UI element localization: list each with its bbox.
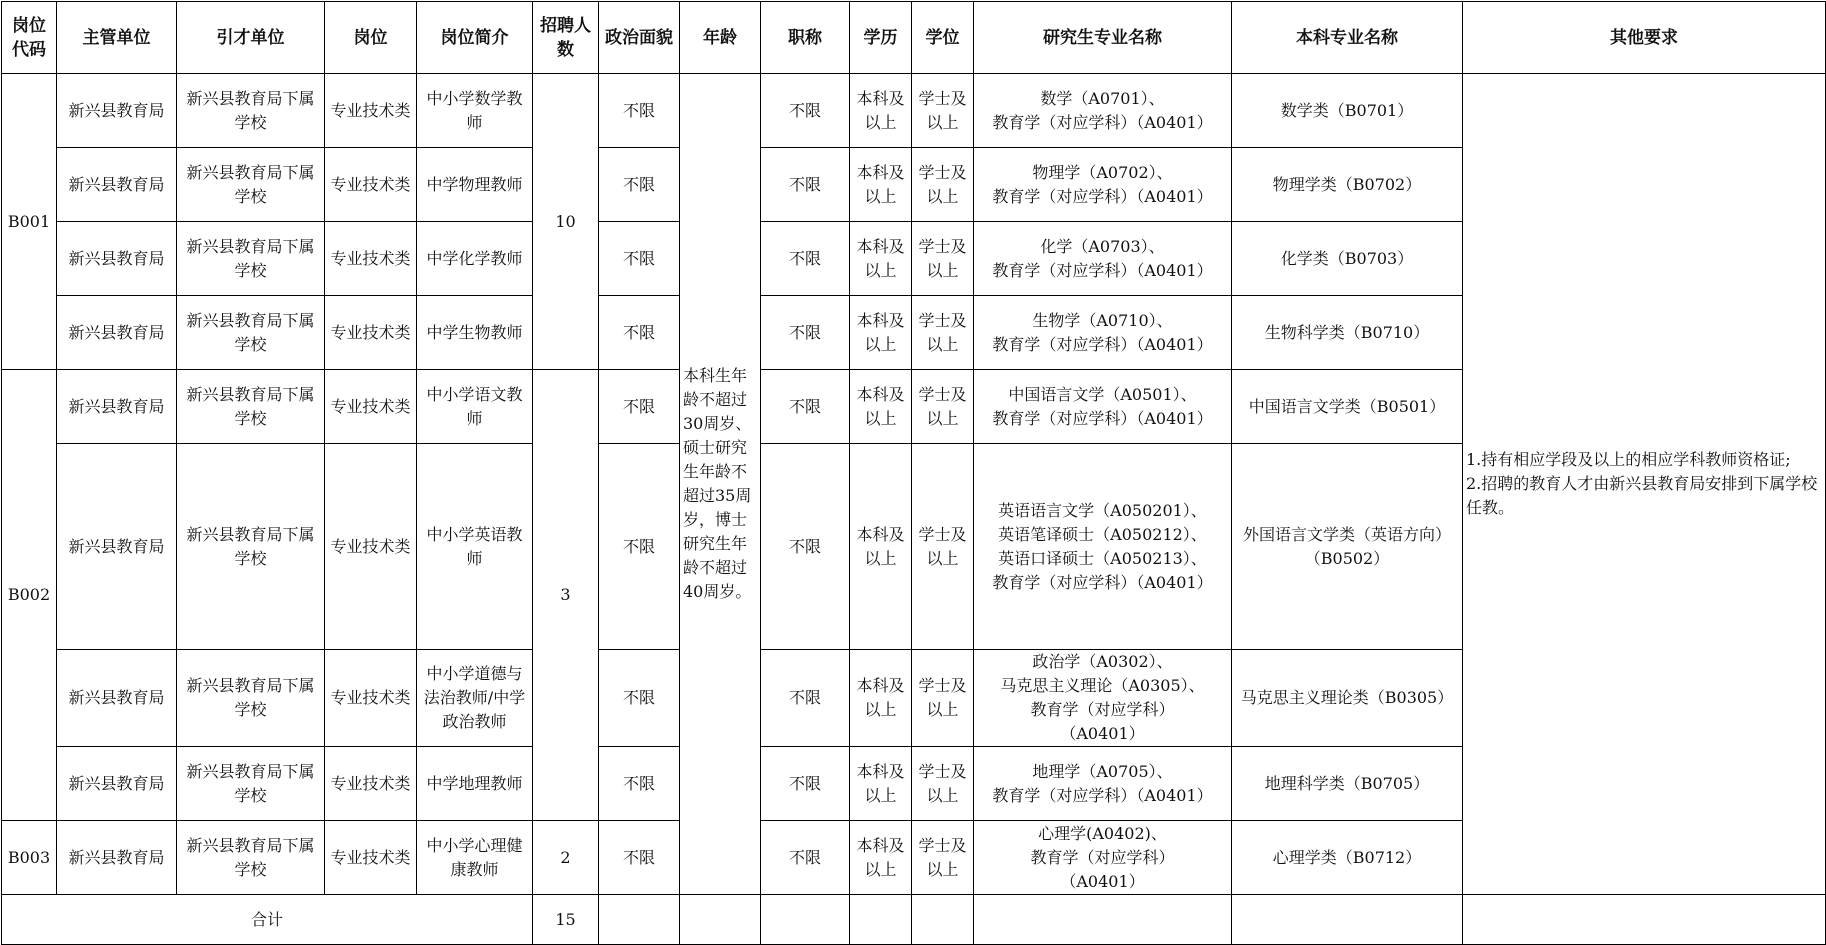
table-row	[2, 74, 1826, 148]
grad-major-cell: 中国语言文学（A0501）、 教育学（对应学科）（A0401）	[974, 370, 1232, 444]
degree-cell: 学士及以上	[912, 650, 974, 747]
unit-cell: 新兴县教育局下属学校	[177, 821, 325, 895]
unit-cell: 新兴县教育局下属学校	[177, 222, 325, 296]
intro-cell: 中小学道德与法治教师/中学政治教师	[417, 650, 533, 747]
dept-cell: 新兴县教育局	[57, 74, 177, 148]
intro-cell: 中学地理教师	[417, 747, 533, 821]
title-cell: 不限	[761, 74, 850, 148]
edu-cell: 本科及以上	[850, 370, 912, 444]
undergrad-major-cell: 物理学类（B0702）	[1232, 148, 1463, 222]
degree-cell: 学士及以上	[912, 370, 974, 444]
post-cell: 专业技术类	[325, 821, 417, 895]
empty-cell	[1232, 895, 1463, 945]
politics-cell: 不限	[599, 74, 680, 148]
post-cell: 专业技术类	[325, 74, 417, 148]
degree-cell: 学士及以上	[912, 747, 974, 821]
politics-cell: 不限	[599, 444, 680, 650]
degree-cell: 学士及以上	[912, 222, 974, 296]
header-edu: 学历	[850, 2, 912, 74]
degree-cell: 学士及以上	[912, 148, 974, 222]
undergrad-major-cell: 地理科学类（B0705）	[1232, 747, 1463, 821]
empty-cell	[974, 895, 1232, 945]
empty-cell	[599, 895, 680, 945]
undergrad-major-cell: 化学类（B0703）	[1232, 222, 1463, 296]
unit-cell: 新兴县教育局下属学校	[177, 747, 325, 821]
recruitment-table	[1, 1, 1826, 945]
unit-cell: 新兴县教育局下属学校	[177, 444, 325, 650]
degree-cell: 学士及以上	[912, 821, 974, 895]
unit-cell: 新兴县教育局下属学校	[177, 148, 325, 222]
title-cell: 不限	[761, 370, 850, 444]
unit-cell: 新兴县教育局下属学校	[177, 370, 325, 444]
intro-cell: 中学化学教师	[417, 222, 533, 296]
undergrad-major-cell: 心理学类（B0712）	[1232, 821, 1463, 895]
post-code-cell: B002	[2, 370, 57, 821]
post-code-cell: B001	[2, 74, 57, 370]
title-cell: 不限	[761, 821, 850, 895]
intro-cell: 中学物理教师	[417, 148, 533, 222]
empty-cell	[850, 895, 912, 945]
grad-major-cell: 心理学(A0402)、 教育学（对应学科） （A0401）	[974, 821, 1232, 895]
dept-cell: 新兴县教育局	[57, 370, 177, 444]
header-dept: 主管单位	[57, 2, 177, 74]
intro-cell: 中小学英语教师	[417, 444, 533, 650]
header-row	[2, 2, 1826, 74]
header-title: 职称	[761, 2, 850, 74]
unit-cell: 新兴县教育局下属学校	[177, 650, 325, 747]
dept-cell: 新兴县教育局	[57, 747, 177, 821]
title-cell: 不限	[761, 296, 850, 370]
dept-cell: 新兴县教育局	[57, 222, 177, 296]
age-cell: 本科生年龄不超过30周岁、硕士研究生年龄不超过35周岁，博士研究生年龄不超过40周岁。	[680, 74, 761, 895]
post-code-cell: B003	[2, 821, 57, 895]
header-code: 岗位代码	[2, 2, 57, 74]
num-cell: 3	[533, 370, 599, 821]
grad-major-cell: 物理学（A0702）、 教育学（对应学科）（A0401）	[974, 148, 1232, 222]
edu-cell: 本科及以上	[850, 444, 912, 650]
header-unit: 引才单位	[177, 2, 325, 74]
politics-cell: 不限	[599, 650, 680, 747]
politics-cell: 不限	[599, 747, 680, 821]
post-cell: 专业技术类	[325, 148, 417, 222]
edu-cell: 本科及以上	[850, 821, 912, 895]
politics-cell: 不限	[599, 296, 680, 370]
grad-major-cell: 政治学（A0302）、 马克思主义理论（A0305）、 教育学（对应学科） （A0401）	[974, 650, 1232, 747]
title-cell: 不限	[761, 747, 850, 821]
dept-cell: 新兴县教育局	[57, 148, 177, 222]
intro-cell: 中小学数学教师	[417, 74, 533, 148]
politics-cell: 不限	[599, 222, 680, 296]
unit-cell: 新兴县教育局下属学校	[177, 296, 325, 370]
dept-cell: 新兴县教育局	[57, 296, 177, 370]
grad-major-cell: 化学（A0703）、 教育学（对应学科）（A0401）	[974, 222, 1232, 296]
header-age: 年龄	[680, 2, 761, 74]
title-cell: 不限	[761, 444, 850, 650]
title-cell: 不限	[761, 650, 850, 747]
post-cell: 专业技术类	[325, 370, 417, 444]
header-politics: 政治面貌	[599, 2, 680, 74]
edu-cell: 本科及以上	[850, 296, 912, 370]
post-cell: 专业技术类	[325, 222, 417, 296]
total-label: 合计	[2, 895, 533, 945]
politics-cell: 不限	[599, 370, 680, 444]
total-row	[2, 895, 1826, 945]
degree-cell: 学士及以上	[912, 444, 974, 650]
dept-cell: 新兴县教育局	[57, 821, 177, 895]
politics-cell: 不限	[599, 148, 680, 222]
header-post: 岗位	[325, 2, 417, 74]
post-cell: 专业技术类	[325, 444, 417, 650]
undergrad-major-cell: 外国语言文学类（英语方向）（B0502）	[1232, 444, 1463, 650]
header-num: 招聘人数	[533, 2, 599, 74]
empty-cell	[680, 895, 761, 945]
grad-major-cell: 英语语言文学（A050201）、 英语笔译硕士（A050212）、 英语口译硕士（A050213）、 教育学（对应学科）（A0401）	[974, 444, 1232, 650]
empty-cell	[761, 895, 850, 945]
post-cell: 专业技术类	[325, 296, 417, 370]
post-cell: 专业技术类	[325, 650, 417, 747]
edu-cell: 本科及以上	[850, 74, 912, 148]
grad-major-cell: 生物学（A0710）、 教育学（对应学科）（A0401）	[974, 296, 1232, 370]
dept-cell: 新兴县教育局	[57, 650, 177, 747]
undergrad-major-cell: 生物科学类（B0710）	[1232, 296, 1463, 370]
post-cell: 专业技术类	[325, 747, 417, 821]
edu-cell: 本科及以上	[850, 222, 912, 296]
header-other: 其他要求	[1463, 2, 1826, 74]
dept-cell: 新兴县教育局	[57, 444, 177, 650]
header-intro: 岗位简介	[417, 2, 533, 74]
empty-cell	[912, 895, 974, 945]
intro-cell: 中学生物教师	[417, 296, 533, 370]
title-cell: 不限	[761, 148, 850, 222]
intro-cell: 中小学语文教师	[417, 370, 533, 444]
other-requirements-cell: 1.持有相应学段及以上的相应学科教师资格证; 2.招聘的教育人才由新兴县教育局安排到下属学校任教。	[1463, 74, 1826, 895]
edu-cell: 本科及以上	[850, 747, 912, 821]
politics-cell: 不限	[599, 821, 680, 895]
degree-cell: 学士及以上	[912, 74, 974, 148]
empty-cell	[1463, 895, 1826, 945]
undergrad-major-cell: 中国语言文学类（B0501）	[1232, 370, 1463, 444]
undergrad-major-cell: 马克思主义理论类（B0305）	[1232, 650, 1463, 747]
num-cell: 2	[533, 821, 599, 895]
edu-cell: 本科及以上	[850, 650, 912, 747]
edu-cell: 本科及以上	[850, 148, 912, 222]
num-cell: 10	[533, 74, 599, 370]
undergrad-major-cell: 数学类（B0701）	[1232, 74, 1463, 148]
title-cell: 不限	[761, 222, 850, 296]
degree-cell: 学士及以上	[912, 296, 974, 370]
grad-major-cell: 地理学（A0705）、 教育学（对应学科）（A0401）	[974, 747, 1232, 821]
grad-major-cell: 数学（A0701）、 教育学（对应学科）（A0401）	[974, 74, 1232, 148]
intro-cell: 中小学心理健康教师	[417, 821, 533, 895]
header-degree: 学位	[912, 2, 974, 74]
unit-cell: 新兴县教育局下属学校	[177, 74, 325, 148]
header-grad: 研究生专业名称	[974, 2, 1232, 74]
header-undergrad: 本科专业名称	[1232, 2, 1463, 74]
total-num: 15	[533, 895, 599, 945]
